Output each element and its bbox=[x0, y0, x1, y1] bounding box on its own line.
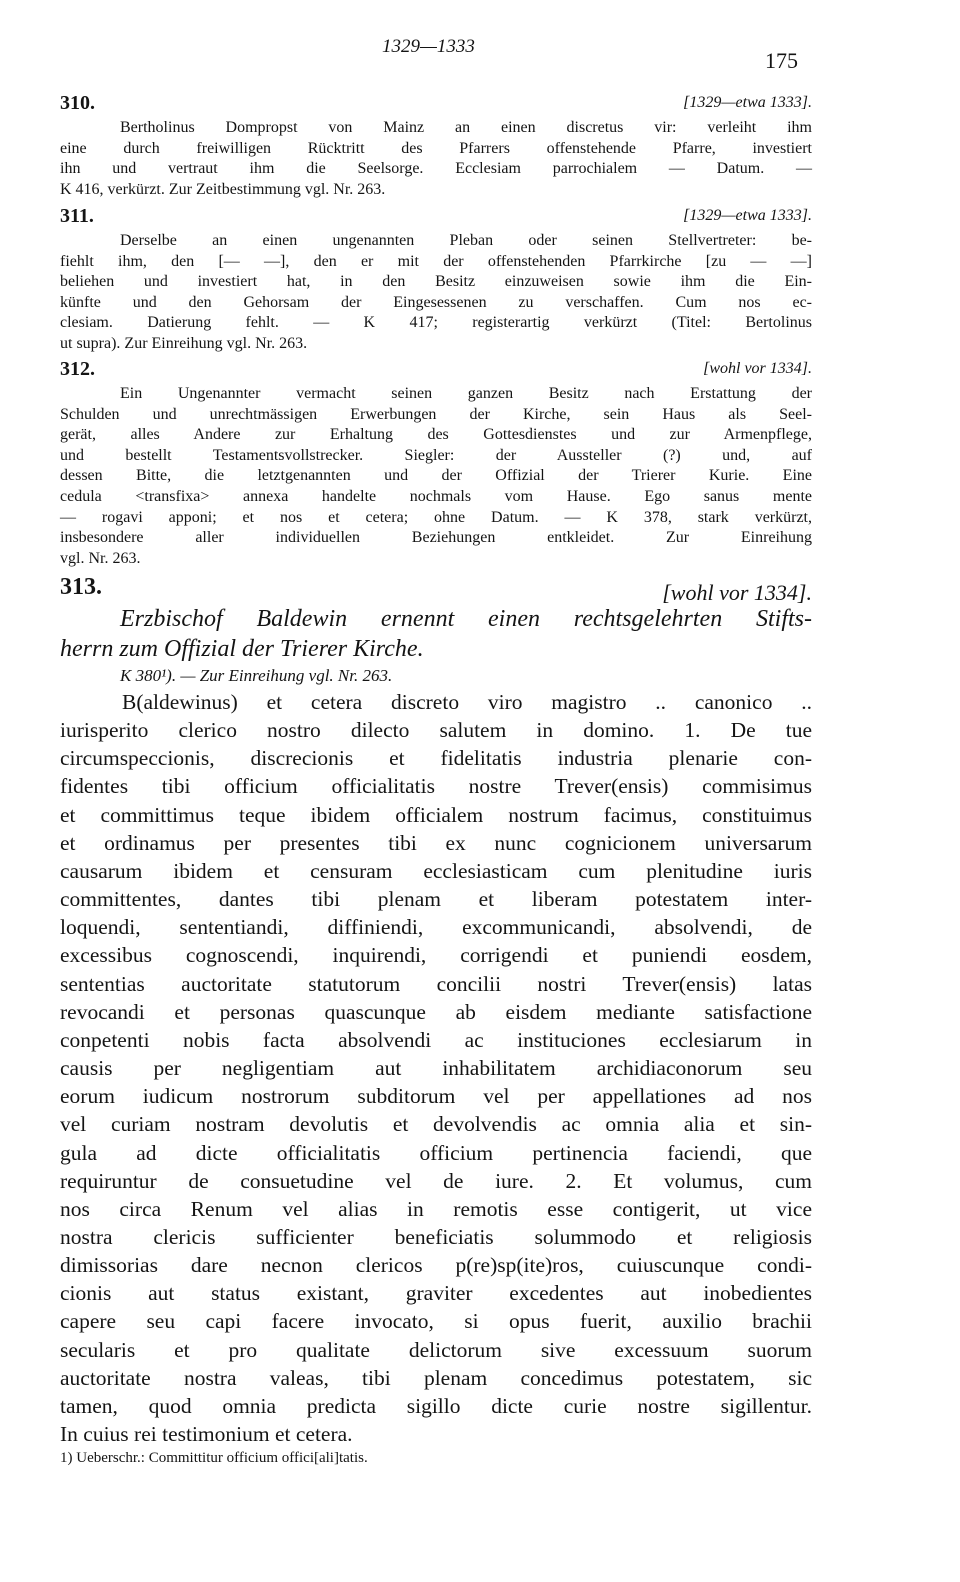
text-line: insbesondere aller individuellen Beziehungen entkleidet. Zur Einreihung bbox=[60, 529, 812, 547]
entry-number: 313. bbox=[60, 574, 102, 600]
text-line: fidentes tibi officium officialitatis nostre Trever(ensis) commisimus bbox=[60, 774, 812, 799]
entry-header bbox=[60, 205, 812, 231]
text-line: nostra clericis sufficienter beneficiatis solummodo et religiosis bbox=[60, 1224, 812, 1249]
entry-311 bbox=[60, 205, 812, 355]
entry-number: 312. bbox=[60, 358, 95, 380]
text-line: dimissorias dare necnon clericos p(re)sp(ite)ros, cuiuscunque condi- bbox=[60, 1253, 812, 1278]
footnote bbox=[60, 1448, 812, 1468]
text-line: sententias auctoritate statutorum concilii nostri Trever(ensis) latas bbox=[60, 971, 812, 996]
footnote-line: 1) Ueberschr.: Committitur officium offici[ali]tatis. bbox=[60, 1450, 368, 1467]
text-line: iurisperito clerico nostro dilecto salutem in domino. 1. De tue bbox=[60, 718, 812, 743]
entry-number: 310. bbox=[60, 92, 95, 114]
text-line: loquendi, sententiandi, diffiniendi, excommunicandi, absolvendi, de bbox=[60, 915, 812, 940]
entry-number: 311. bbox=[60, 205, 94, 227]
text-line: et ordinamus per presentes tibi ex nunc cognicionem universarum bbox=[60, 830, 812, 855]
entry-date: [wohl vor 1334]. bbox=[703, 360, 812, 377]
entry-313 bbox=[60, 574, 812, 1468]
text-line: revocandi et personas quascunque ab eisdem mediante satisfactione bbox=[60, 999, 812, 1024]
text-line: Schulden und unrechtmässigen Erwerbungen der Kirche, sein Haus als Seel- bbox=[60, 405, 812, 423]
text-line: tamen, quod omnia predicta sigillo dicte curie nostre sigillentur. bbox=[60, 1393, 812, 1418]
text-line: Derselbe an einen ungenannten Pleban oder seinen Stellvertreter: be- bbox=[120, 232, 812, 249]
entry-header bbox=[60, 358, 812, 384]
text-line: excessibus cognoscendi, inquirendi, corrigendi et puniendi eosdem, bbox=[60, 943, 812, 968]
text-line: committentes, dantes tibi plenam et liberam potestatem inter- bbox=[60, 887, 812, 912]
text-line: nos circa Renum vel alias in remotis esse contigerit, ut vice bbox=[60, 1196, 812, 1221]
text-line: B(aldewinus) et cetera discreto viro magistro .. canonico .. bbox=[122, 690, 812, 714]
entry-header bbox=[60, 92, 812, 118]
text-line: gerät, alles Andere zur Erhaltung des Gottesdienstes und zur Armenpflege, bbox=[60, 426, 812, 444]
reference-line: K 380¹). — Zur Einreihung vgl. Nr. 263. bbox=[120, 666, 393, 685]
text-line: eine durch freiwilligen Rücktritt des Pfarrers offenstehende Pfarre, investiert bbox=[60, 139, 812, 157]
text-line: clesiam. Datierung fehlt. — K 417; registerartig verkürzt (Titel: Bertolinus bbox=[60, 314, 812, 332]
text-line: gula ad dicte officialitatis officium pertinencia faciendi, que bbox=[60, 1140, 812, 1165]
text-line: capere seu capi facere invocato, si opus fuerit, auxilio brachii bbox=[60, 1309, 812, 1334]
text-line: dessen Bitte, die letztgenannten und der Offizial der Trierer Kurie. Eine bbox=[60, 467, 812, 485]
entry-312 bbox=[60, 358, 812, 569]
entry-310 bbox=[60, 92, 812, 200]
text-line: causarum ibidem et censuram ecclesiasticam cum plenitudine iuris bbox=[60, 858, 812, 883]
page-number: 175 bbox=[765, 48, 798, 73]
text-line: K 416, verkürzt. Zur Zeitbestimmung vgl. Nr. 263. bbox=[60, 180, 386, 198]
text-line: ihn und vertraut ihm die Seelsorge. Ecclesiam parrochialem — Datum. — bbox=[60, 160, 812, 178]
running-title: 1329—1333 bbox=[382, 36, 475, 57]
text-line: — rogavi apponi; et nos et cetera; ohne Datum. — K 378, stark verkürzt, bbox=[60, 508, 812, 526]
text-line: et committimus teque ibidem officialem nostrum facimus, constituimus bbox=[60, 802, 812, 827]
text-line: und bestellt Testamentsvollstrecker. Siegler: der Aussteller (?) und, auf bbox=[60, 446, 812, 464]
summary-line: Erzbischof Baldewin ernennt einen rechtsgelehrten Stifts- bbox=[120, 606, 812, 632]
text-line: eorum iudicum nostrorum subditorum vel per appellationes ad nos bbox=[60, 1084, 812, 1109]
text-line: In cuius rei testimonium et cetera. bbox=[60, 1422, 353, 1447]
entry-header bbox=[60, 574, 812, 604]
text-line: ut supra). Zur Einreihung vgl. Nr. 263. bbox=[60, 334, 308, 352]
entry-date: [wohl vor 1334]. bbox=[662, 580, 812, 605]
text-line: secularis et pro qualitate delictorum sive excessuum suorum bbox=[60, 1337, 812, 1362]
entry-date: [1329—etwa 1333]. bbox=[683, 207, 812, 224]
text-line: requiruntur de consuetudine vel de iure. 2. Et volumus, cum bbox=[60, 1168, 812, 1193]
text-line: cionis aut status existant, graviter excedentes aut inobedientes bbox=[60, 1281, 812, 1306]
text-line: künfte und den Gehorsam der Eingesessenen zu verschaffen. Cum nos ec- bbox=[60, 293, 812, 311]
text-line: fiehlt ihm, den [— —], den er mit der offenstehenden Pfarrkirche [zu — —] bbox=[60, 252, 812, 270]
text-line: Bertholinus Dompropst von Mainz an einen discretus vir: verleiht ihm bbox=[120, 119, 812, 136]
text-line: cedula <transfixa> annexa handelte nochmals vom Hause. Ego sanus mente bbox=[60, 487, 812, 505]
entry-summary bbox=[60, 604, 812, 664]
text-line: vel curiam nostram devolutis et devolvendis ac omnia alia et sin- bbox=[60, 1112, 812, 1137]
entry-date: [1329—etwa 1333]. bbox=[683, 94, 812, 111]
text-line: auctoritate nostra valeas, tibi plenam concedimus potestatem, sic bbox=[60, 1365, 812, 1390]
text-line: causis per negligentiam aut inhabilitatem archidiaconorum seu bbox=[60, 1056, 812, 1081]
text-line: Ein Ungenannter vermacht seinen ganzen Besitz nach Erstattung der bbox=[120, 385, 812, 402]
text-line: conpetenti nobis facta absolvendi ac instituciones ecclesiarum in bbox=[60, 1027, 812, 1052]
text-line: beliehen und investiert hat, in den Besitz einzuweisen sowie ihm die Ein- bbox=[60, 273, 812, 291]
summary-line: herrn zum Offizial der Trierer Kirche. bbox=[60, 636, 424, 662]
text-line: vgl. Nr. 263. bbox=[60, 549, 141, 567]
text-line: circumspeccionis, discrecionis et fidelitatis industria plenarie con- bbox=[60, 746, 812, 771]
